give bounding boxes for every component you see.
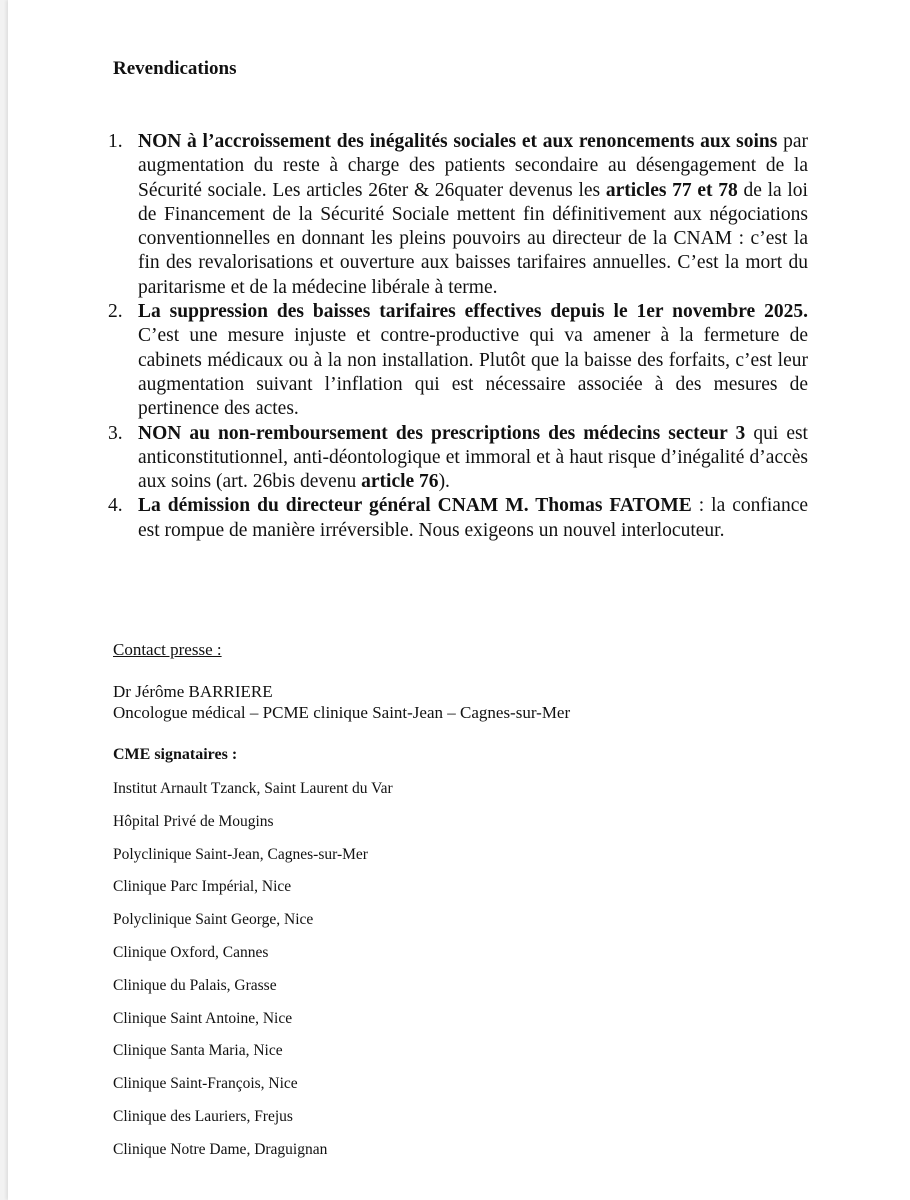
signatory-item: Clinique Saint-François, Nice — [113, 1075, 298, 1093]
contact-name: Dr Jérôme BARRIERE — [113, 682, 273, 701]
signatory-item: Clinique Saint Antoine, Nice — [113, 1009, 293, 1027]
signatory-item: Hôpital Privé de Mougins — [113, 812, 274, 830]
signatory-item: Clinique du Palais, Grasse — [113, 976, 277, 994]
demand-text: C’est une mesure injuste et contre-productive qui va amener à la fermeture de cabinets médicaux ou à la non installation. Plutôt que la baisse des forfaits, c’est leur augmentation suivant l’inflation qui est nécessaire associée à des mesures de pertinence des actes. — [138, 325, 808, 420]
demand-text: qui est anticonstitutionnel, anti-déontologique et immoral et à haut risque d’inégalité d’accès aux soins (art. 26bis devenu — [138, 422, 808, 493]
demand-bold-text: NON à l’accroissement des inégalités sociales et aux renoncements aux soins — [138, 131, 778, 152]
demand-bold-text: articles 77 et 78 — [605, 179, 738, 201]
demand-bold-text: article 76 — [361, 471, 439, 493]
demand-number: 3. — [108, 422, 123, 444]
signatory-item: Clinique des Lauriers, Frejus — [113, 1107, 293, 1125]
demand-text: par augmentation du reste à charge des patients secondaire au désengagement de la Sécurité sociale. Les articles 26ter & 26quater devenus les — [138, 131, 808, 201]
demand-number: 2. — [108, 301, 123, 323]
signatory-item: Clinique Santa Maria, Nice — [113, 1042, 283, 1060]
signatories-title: CME signataires : — [113, 746, 238, 763]
demand-text: : la confiance est rompue de manière irréversible. Nous exigeons un nouvel interlocuteur. — [138, 495, 809, 541]
demand-item — [108, 130, 808, 300]
signatory-item: Clinique Parc Impérial, Nice — [113, 878, 292, 896]
demand-number: 1. — [108, 131, 123, 152]
contact-role: Oncologue médical – PCME clinique Saint-Jean – Cagnes-sur-Mer — [113, 703, 571, 722]
demand-item — [108, 300, 808, 421]
page-title: Revendications — [113, 58, 237, 79]
signatory-item: Institut Arnault Tzanck, Saint Laurent du Var — [113, 780, 393, 797]
signatory-item: Clinique Oxford, Cannes — [113, 943, 269, 961]
demand-bold-text: La suppression des baisses tarifaires effectives depuis le 1er novembre 2025. — [138, 301, 808, 323]
demand-text: de la loi de Financement de la Sécurité Sociale mettent fin définitivement aux négociations conventionnelles en donnant les pleins pouvoirs au directeur de la CNAM : c’est la fin des revalorisations et ouverture aux baisses tarifaires annuelles. C’est la mort du paritarisme et de la médecine libérale à terme. — [138, 179, 808, 298]
document-page — [8, 0, 910, 1200]
demand-bold-text: La démission du directeur général CNAM M. Thomas FATOME — [138, 495, 692, 517]
signatory-item: Clinique Notre Dame, Draguignan — [113, 1140, 328, 1158]
demands-list — [108, 130, 809, 543]
demand-bold-text: NON au non-remboursement des prescriptions des médecins secteur 3 — [138, 422, 746, 444]
signatories-list — [113, 780, 393, 1174]
contact-press-label: Contact presse : — [113, 640, 222, 659]
demand-item — [108, 494, 809, 543]
demand-item — [108, 422, 808, 495]
signatory-item: Polyclinique Saint-Jean, Cagnes-sur-Mer — [113, 845, 368, 863]
demand-number: 4. — [108, 495, 123, 517]
signatory-item: Polyclinique Saint George, Nice — [113, 911, 314, 929]
demand-text: ). — [438, 471, 450, 493]
